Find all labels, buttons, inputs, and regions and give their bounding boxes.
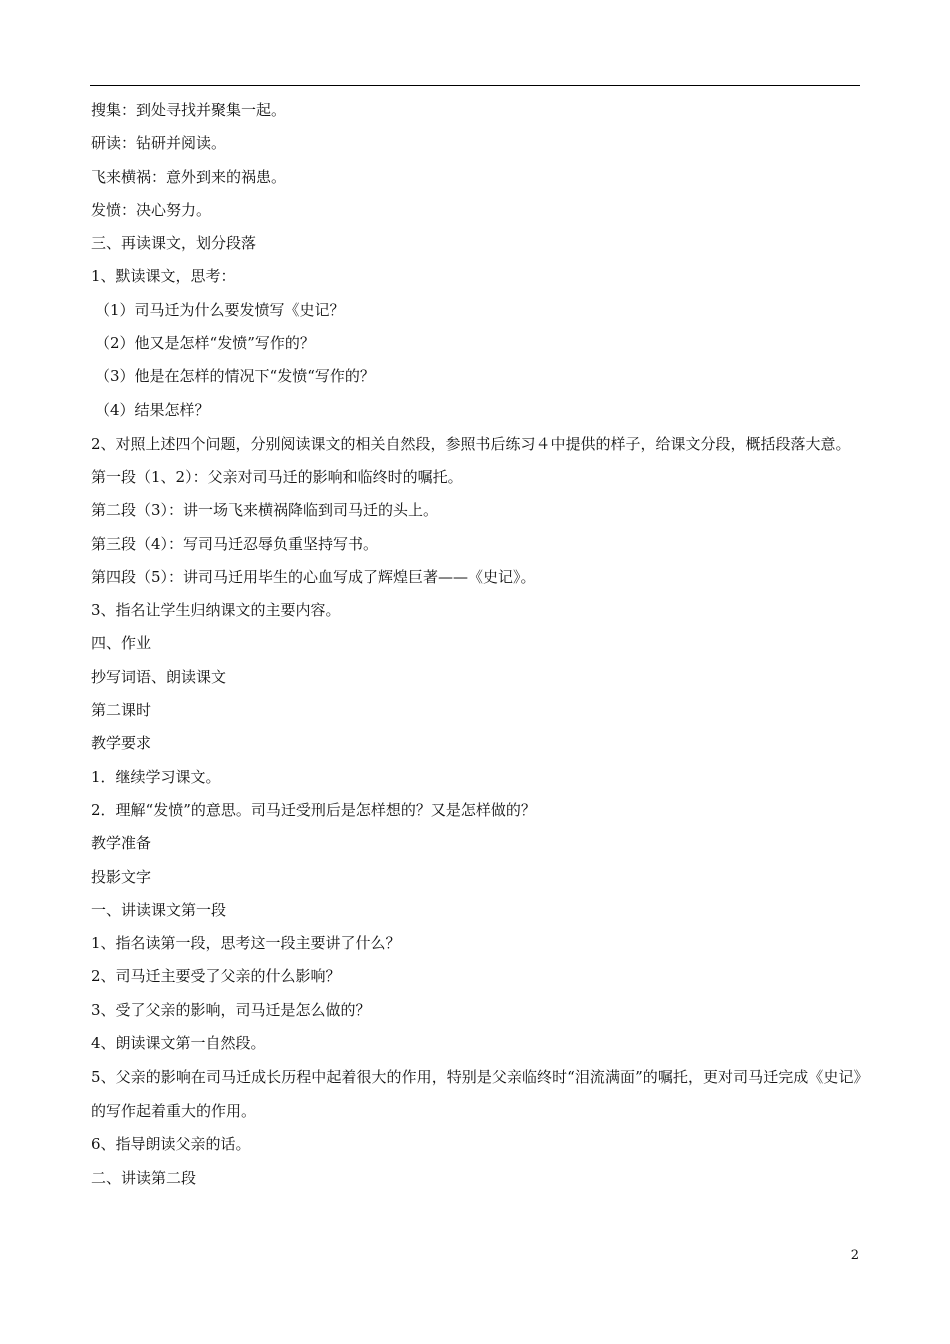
text-line: 4、朗读课文第一自然段。 — [91, 1034, 266, 1053]
section-heading: 教学准备 — [91, 834, 152, 853]
section-heading: 教学要求 — [91, 734, 152, 753]
text-line: 1、指名读第一段，思考这一段主要讲了什么？ — [91, 934, 401, 953]
text-line: 2、司马迁主要受了父亲的什么影响？ — [91, 967, 341, 986]
paragraph: 5、父亲的影响在司马迁成长历程中起着很大的作用，特别是父亲临终时“泪流满面”的嘱托，更对司马迁完成《史记》的写作起着重大的作用。 — [91, 1068, 861, 1121]
text-line: 3、指名让学生归纳课文的主要内容。 — [91, 601, 341, 620]
question-item: （3）他是在怎样的情况下“发愤“写作的？ — [95, 367, 375, 386]
section-heading: 二、讲读第二段 — [91, 1168, 197, 1187]
text-line: 飞来横祸：意外到来的祸患。 — [91, 167, 287, 186]
text-line: 投影文字 — [91, 867, 152, 886]
question-item: （2）他又是怎样“发愤”写作的？ — [95, 334, 315, 353]
text-line: 第四段（5）：讲司马迁用毕生的心血写成了辉煌巨著——《史记》。 — [91, 567, 536, 586]
text-line: 抄写词语、朗读课文 — [91, 667, 227, 686]
section-heading: 三、再读课文，划分段落 — [91, 234, 257, 253]
text-line: 2．理解“发愤”的意思。司马迁受刑后是怎样想的？又是怎样做的？ — [91, 800, 536, 819]
header-rule — [90, 85, 860, 86]
text-line: 搜集：到处寻找并聚集一起。 — [91, 101, 287, 119]
text-line: 第三段（4）：写司马迁忍辱负重坚持写书。 — [91, 534, 379, 553]
text-line: 3、受了父亲的影响，司马迁是怎么做的？ — [91, 1000, 371, 1019]
text-line: 6、指导朗读父亲的话。 — [91, 1135, 251, 1154]
text-line: 第二段（3）：讲一场飞来横祸降临到司马迁的头上。 — [91, 501, 439, 520]
text-line: 1．继续学习课文。 — [91, 767, 221, 786]
text-line: 第一段（1、2）：父亲对司马迁的影响和临终时的嘱托。 — [91, 467, 463, 486]
text-line: 研读：钻研并阅读。 — [91, 134, 227, 153]
section-heading: 一、讲读课文第一段 — [91, 900, 227, 919]
section-heading: 四、作业 — [91, 634, 152, 653]
paragraph: 2、对照上述四个问题，分别阅读课文的相关自然段，参照书后练习４中提供的样子，给课文分段，概括段落大意。 — [91, 434, 851, 453]
question-item: （1）司马迁为什么要发愤写《史记？ — [95, 300, 345, 319]
page-number: 2 — [850, 1248, 859, 1263]
section-heading: 第二课时 — [91, 701, 152, 720]
text-line: 发愤：决心努力。 — [91, 200, 212, 219]
question-item: （4）结果怎样？ — [95, 400, 210, 419]
document-body — [91, 94, 861, 1195]
text-line: 1、默读课文，思考： — [91, 267, 236, 286]
